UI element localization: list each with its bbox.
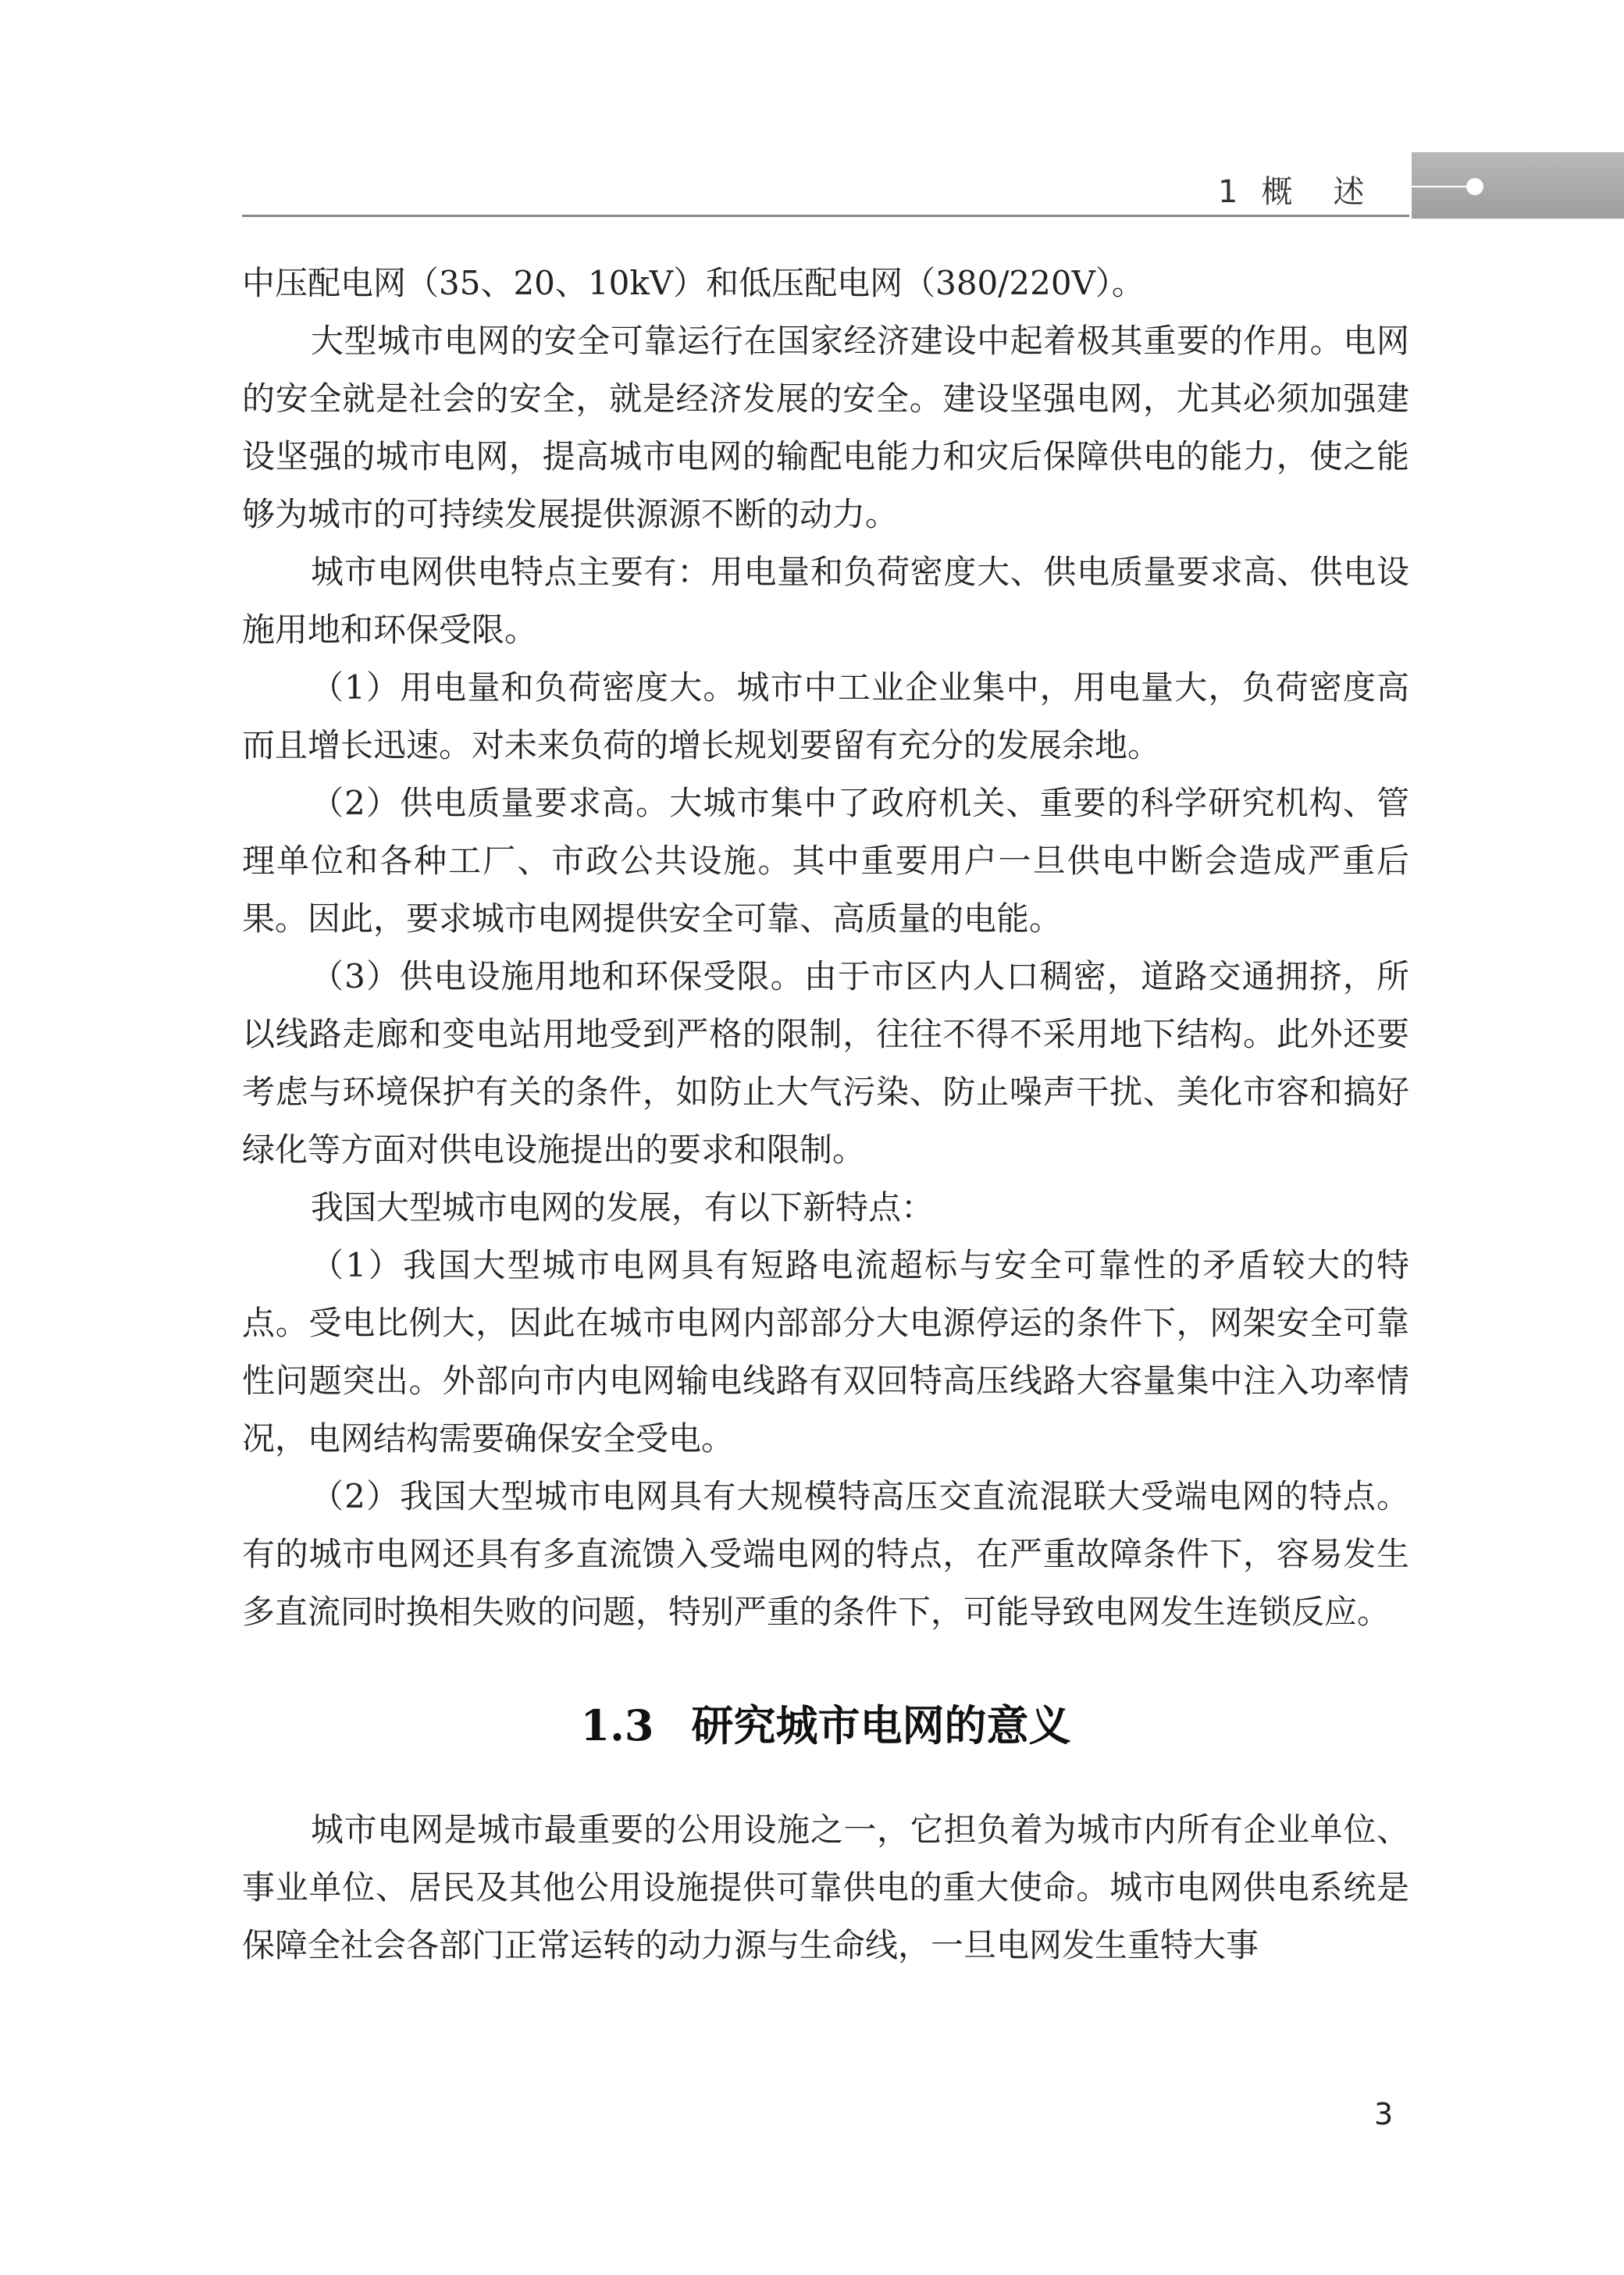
chapter-number: 1: [1218, 174, 1241, 210]
page-number: 3: [1374, 2097, 1394, 2131]
section-heading: [242, 1693, 1409, 1753]
list-item-paragraph: （2）我国大型城市电网具有大规模特高压交直流混联大受端电网的特点。有的城市电网还具有多直流馈入受端电网的特点，在严重故障条件下，容易发生多直流同时换相失败的问题，特别严重的条件下，可能导致电网发生连锁反应。: [242, 1477, 1409, 1631]
header-connector-line: [1412, 186, 1474, 187]
header-rule: [242, 215, 1409, 217]
section-number: 1.3: [580, 1700, 654, 1750]
list-item-paragraph: （1）我国大型城市电网具有短路电流超标与安全可靠性的矛盾较大的特点。受电比例大，因此在城市电网内部部分大电源停运的条件下，网架安全可靠性问题突出。外部向市内电网输电线路有双回特高压线路大容量集中注入功率情况，电网结构需要确保安全受电。: [242, 1246, 1409, 1458]
header-dot-icon: [1466, 178, 1483, 195]
section-title: 研究城市电网的意义: [691, 1700, 1071, 1750]
list-item-paragraph: （1）用电量和负荷密度大。城市中工业企业集中，用电量大，负荷密度高而且增长迅速。对未来负荷的增长规划要留有充分的发展余地。: [242, 668, 1409, 764]
paragraph: 大型城市电网的安全可靠运行在国家经济建设中起着极其重要的作用。电网的安全就是社会的安全，就是经济发展的安全。建设坚强电网，尤其必须加强建设坚强的城市电网，提高城市电网的输配电能力和灾后保障供电的能力，使之能够为城市的可持续发展提供源源不断的动力。: [242, 322, 1409, 533]
paragraph: 我国大型城市电网的发展，有以下新特点：: [311, 1188, 935, 1227]
chapter-header-label: [1218, 167, 1405, 212]
chapter-title: 概述: [1261, 174, 1405, 210]
paragraph: 城市电网供电特点主要有：用电量和负荷密度大、供电质量要求高、供电设施用地和环保受限。: [242, 553, 1409, 649]
list-item-paragraph: （3）供电设施用地和环保受限。由于市区内人口稠密，道路交通拥挤，所以线路走廊和变电站用地受到严格的限制，往往不得不采用地下结构。此外还要考虑与环境保护有关的条件，如防止大气污染、防止噪声干扰、美化市容和搞好绿化等方面对供电设施提出的要求和限制。: [242, 957, 1409, 1169]
running-header: [0, 0, 1624, 226]
paragraph: 中压配电网（35、20、10kV）和低压配电网（380/220V）。: [242, 264, 1145, 302]
list-item-paragraph: （2）供电质量要求高。大城市集中了政府机关、重要的科学研究机构、管理单位和各种工厂、市政公共设施。其中重要用户一旦供电中断会造成严重后果。因此，要求城市电网提供安全可靠、高质量的电能。: [242, 784, 1409, 938]
page-body: [242, 255, 1409, 1974]
paragraph: 城市电网是城市最重要的公用设施之一，它担负着为城市内所有企业单位、事业单位、居民及其他公用设施提供可靠供电的重大使命。城市电网供电系统是保障全社会各部门正常运转的动力源与生命线，一旦电网发生重特大事: [242, 1810, 1409, 1964]
